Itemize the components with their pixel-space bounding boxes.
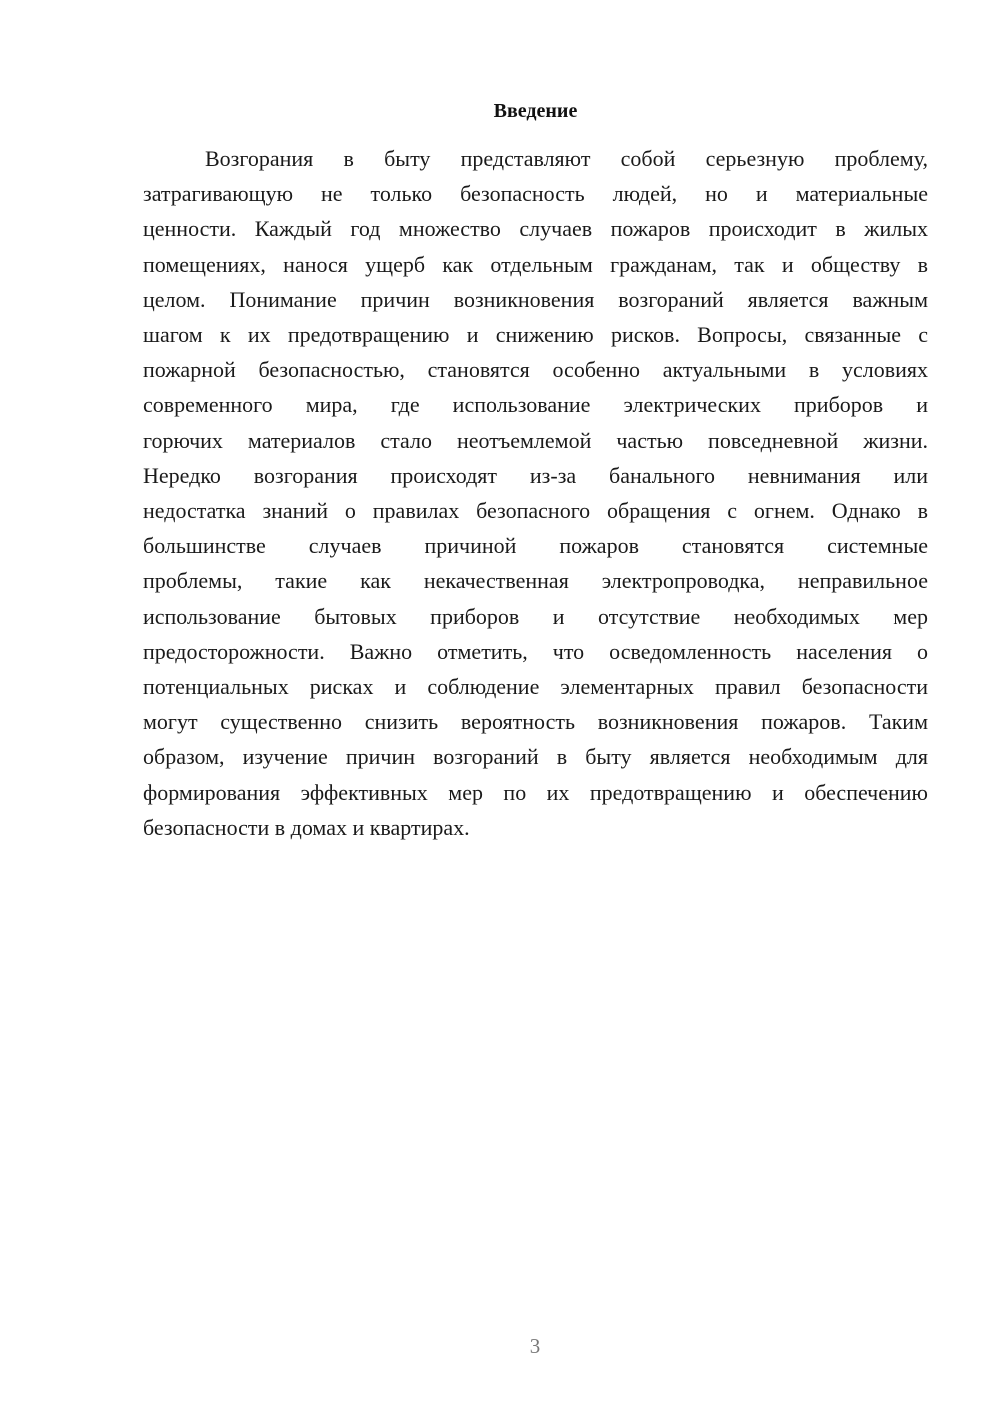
paragraph-line: предосторожности. Важно отметить, что осведомленность населения о [143,638,928,664]
paragraph-line: помещениях, нанося ущерб как отдельным гражданам, так и обществу в [143,251,928,277]
paragraph-line: горючих материалов стало неотъемлемой частью повседневной жизни. [143,427,928,453]
paragraph-line: пожарной безопасностью, становятся особенно актуальными в условиях [143,357,928,383]
paragraph-line: недостатка знаний о правилах безопасного обращения с огнем. Однако в [143,498,928,524]
paragraph-line: использование бытовых приборов и отсутствие необходимых мер [143,603,928,629]
paragraph-line: Возгорания в быту представляют собой серьезную проблему, [205,146,928,171]
paragraph-line: проблемы, такие как некачественная электропроводка, неправильное [143,568,928,594]
paragraph-line: целом. Понимание причин возникновения возгораний является важным [143,286,928,312]
paragraph-line: затрагивающую не только безопасность людей, но и материальные [143,181,928,207]
paragraph-line: потенциальных рисках и соблюдение элементарных правил безопасности [143,674,928,700]
paragraph-line: современного мира, где использование электрических приборов и [143,392,928,418]
section-heading: Введение [493,100,578,122]
paragraph-line: ценности. Каждый год множество случаев пожаров происходит в жилых [143,216,928,242]
page-number: 3 [529,1334,541,1358]
paragraph-line: формирования эффективных мер по их предотвращению и обеспечению [143,779,928,805]
paragraph-line: большинстве случаев причиной пожаров становятся системные [143,533,928,559]
paragraph-line: Нередко возгорания происходят из-за банального невнимания или [143,462,928,488]
paragraph-line: могут существенно снизить вероятность возникновения пожаров. Таким [143,709,928,735]
paragraph-line: образом, изучение причин возгораний в быту является необходимым для [143,744,928,770]
intro-paragraph [143,141,928,845]
paragraph-line: безопасности в домах и квартирах. [143,814,470,840]
paragraph-line: шагом к их предотвращению и снижению рисков. Вопросы, связанные с [143,322,928,348]
